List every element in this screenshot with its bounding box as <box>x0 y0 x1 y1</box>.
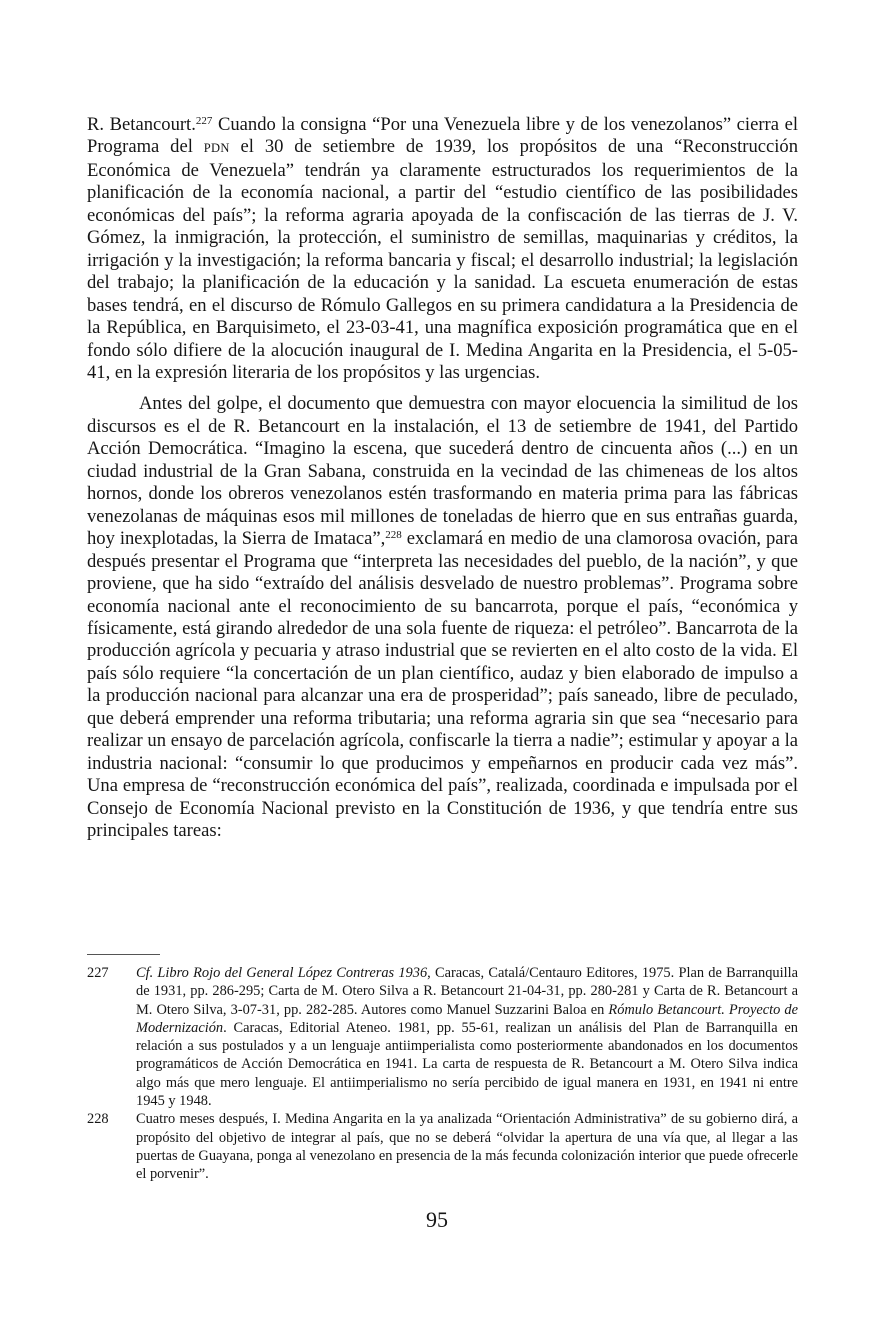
italic-title: Cf. Libro Rojo del General López Contreras 1936 <box>136 965 428 981</box>
paragraph <box>87 114 798 384</box>
text-run: Cuando la consigna “Por una Venezuela libre y de los venezolanos” cierra el Programa del <box>87 114 799 158</box>
small-caps-text: PDN <box>203 141 230 156</box>
footnote-number: 227 <box>87 965 109 981</box>
page-number: 95 <box>426 1207 448 1232</box>
text-run: Cuatro meses después, I. Medina Angarita en la ya analizada “Orientación Administrativa” de su gobierno dirá, a propósito del objetivo de integrar al país, que no se deberá “olvidar la apertura de una vía que, al llegar a las puertas de Guayana, ponga al venezolano en presencia de la más fecunda colonización interior que puede ofrecerle el porvenir”. <box>136 1111 798 1183</box>
paragraph <box>87 393 798 842</box>
text-run: R. Betancourt. <box>87 114 196 135</box>
italic-title: Rómulo Betancourt. Proyecto de Modernización <box>136 1001 798 1036</box>
footnote <box>87 964 798 1110</box>
footnotes <box>87 964 798 1184</box>
text-run: Antes del golpe, el documento que demuestra con mayor elocuencia la similitud de los discursos es el de R. Betancourt en la instalación, el 13 de setiembre de 1941, del Partido Acción Democrática. “Imagino la escena, que sucederá dentro de cincuenta años (...) en un ciudad industrial de la Gran Sabana, construida en la vecindad de las chimeneas de los altos hornos, donde los obreros venezolanos estén trasformando en materia prima para las fábricas venezolanas de máquinas esos mil millones de toneladas de hierro que en sus entrañas guarda, hoy inexplotadas, la Sierra de Imataca”, <box>87 393 798 550</box>
footnote-text <box>136 1111 798 1182</box>
footnote-reference: 228 <box>385 529 402 542</box>
text-run: . Caracas, Editorial Ateneo. 1981, pp. 55-61, realizan un análisis del Plan de Barranquilla en relación a sus postulados y a un lenguaje antiimperialista como posteriormente abandonados en los documentos programáticos de Acción Democrática en 1941. La carta de respuesta de R. Betancourt a M. Otero Silva indica algo más que mero lenguaje. El antiimperialismo no sería percibido de igual manera en 1931, en 1941 ni entre 1945 y 1948. <box>136 1019 798 1110</box>
footnote-separator <box>87 954 160 955</box>
footnote <box>87 1110 798 1183</box>
text-run: , Caracas, Catalá/Centauro Editores, 1975. Plan de Barranquilla de 1931, pp. 286-295; Carta de M. Otero Silva a R. Betancourt 21-04-31, pp. 280-281 y Carta de R. Betancourt a M. Otero Silva, 3-07-31, pp. 282-285. Autores como Manuel Suzzarini Baloa en <box>136 965 798 1018</box>
footnote-text <box>136 965 798 1109</box>
text-run: exclamará en medio de una clamorosa ovación, para después presentar el Programa que “interpreta las necesidades del pueblo, de la nación”, y que proviene, que ha sido “extraído del análisis desvelado de nuestro problemas”. Programa sobre economía nacional ante el reconocimiento de su bancarrota, porque el país, “económica y físicamente, está girando alrededor de una sola fuente de riqueza: el petróleo”. Bancarrota de la producción agrícola y pecuaria y atraso industrial que se revierten en el alto costo de la vida. El país sólo requiere “la concertación de un plan científico, audaz y bien elaborado de impulso a la producción nacional para alcanzar una era de prosperidad”; país saneado, libre de peculado, que deberá emprender una reforma tributaria; una reforma agraria sin que sea “necesario para realizar un ensayo de parcelación agrícola, confiscarle la tierra a nadie”; estimular y apoyar a la industria nacional: “consumir lo que producimos y empeñarnos en producir cada vez más”. Una empresa de “reconstrucción económica del país”, realizada, coordinada e impulsada por el Consejo de Economía Nacional previsto en la Constitución de 1936, y que tendría entre sus principales tareas: <box>87 528 798 842</box>
body-text <box>87 114 798 843</box>
footnote-reference: 227 <box>195 115 213 127</box>
text-run: el 30 de setiembre de 1939, los propósitos de una “Reconstrucción Económica de Venezuela” tendrán ya claramente estructurados los requerimientos de la planificación de la economía nacional, a partir del “estudio científico de las posibilidades económicas del país”; la reforma agraria apoyada de la confiscación de las tierras de J. V. Gómez, la inmigración, la protección, el suministro de semillas, maquinarias y créditos, la irrigación y la investigación; la reforma bancaria y fiscal; el desarrollo industrial; la legislación del trabajo; la planificación de la educación y la sanidad. La escueta enumeración de estas bases tendrá, en el discurso de Rómulo Gallegos en su primera candidatura a la Presidencia de la República, en Barquisimeto, el 23-03-41, una magnífica exposición programática que en el fondo sólo difiere de la alocución inaugural de I. Medina Angarita en la Presidencia, el 5-05-41, en la expresión literaria de los propósitos y las urgencias. <box>87 136 799 383</box>
footnote-number: 228 <box>87 1111 109 1128</box>
